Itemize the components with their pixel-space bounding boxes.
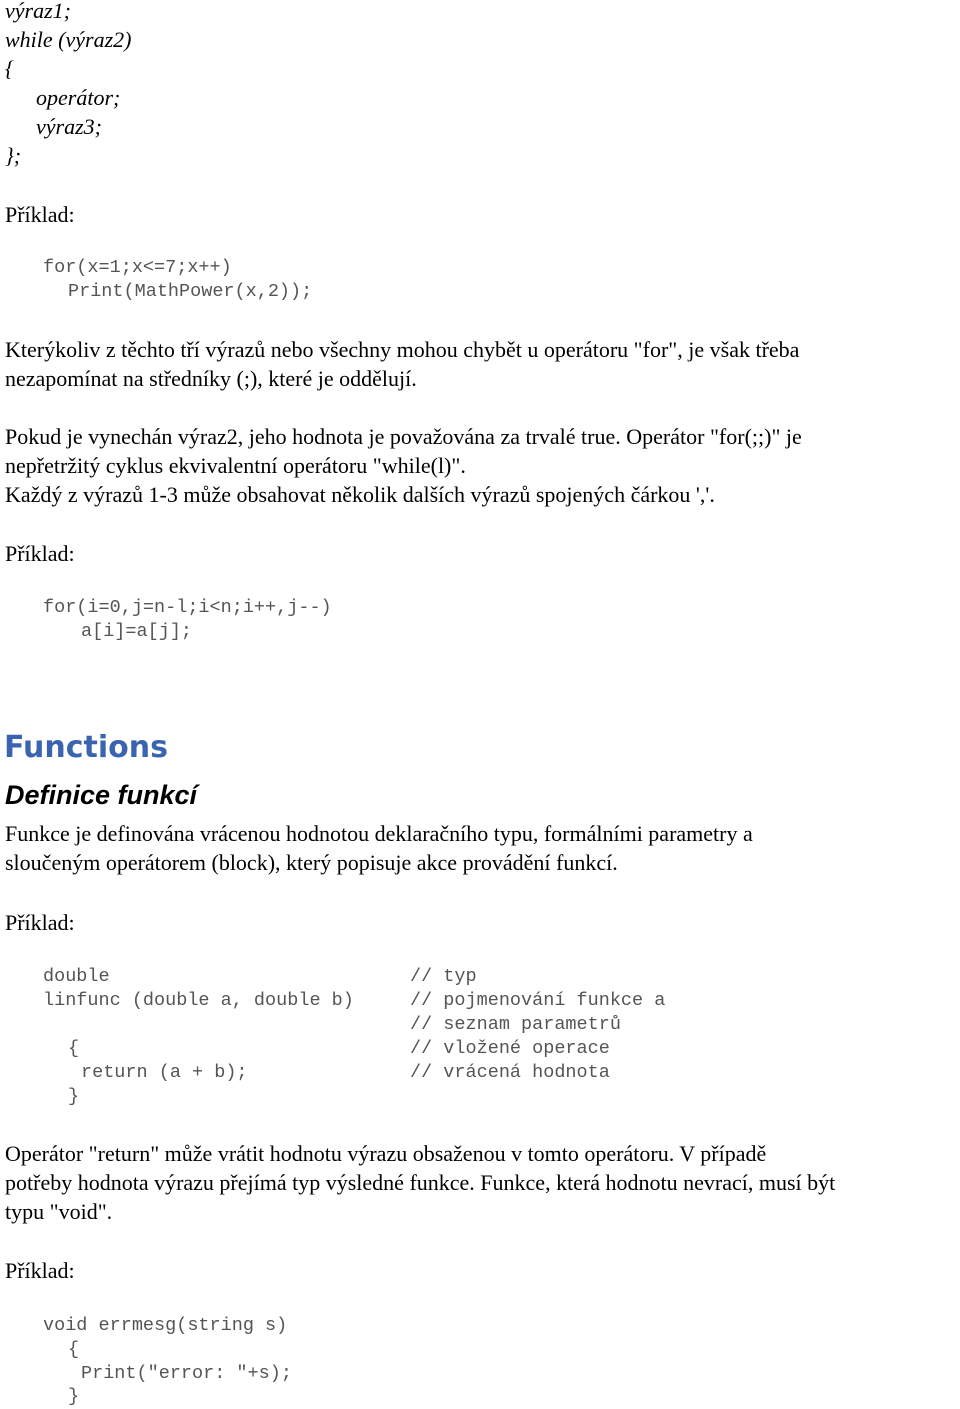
- paragraph-line: Kterýkoliv z těchto tří výrazů nebo všechny mohou chybět u operátoru "for", je však třeba: [5, 337, 800, 362]
- paragraph-line: sloučeným operátorem (block), který popisuje akce provádění funkcí.: [5, 850, 618, 875]
- example-label: Příklad:: [5, 202, 75, 227]
- code-line: for(x=1;x<=7;x++): [43, 257, 232, 278]
- code-line: Print("error: "+s);: [81, 1363, 292, 1384]
- code-comment: // seznam parametrů: [410, 1014, 621, 1035]
- paragraph-line: nezapomínat na středníky (;), které je oddělují.: [5, 366, 417, 391]
- example-label: Příklad:: [5, 910, 75, 935]
- paragraph-line: Operátor "return" může vrátit hodnotu výrazu obsaženou v tomto operátoru. V případě: [5, 1141, 767, 1166]
- code-comment: // vložené operace: [410, 1038, 610, 1059]
- code-comment: // vrácená hodnota: [410, 1062, 610, 1083]
- code-line: {: [68, 1038, 80, 1059]
- functions-heading: Functions: [4, 730, 168, 765]
- code-line: operátor;: [36, 85, 121, 110]
- code-line: };: [5, 143, 22, 168]
- code-line: void errmesg(string s): [43, 1315, 288, 1336]
- paragraph-line: nepřetržitý cyklus ekvivalentní operátoru "while(l)".: [5, 453, 466, 478]
- paragraph-line: potřeby hodnota výrazu přejímá typ výsledné funkce. Funkce, která hodnotu nevrací, musí být: [5, 1170, 836, 1195]
- code-line: for(i=0,j=n-l;i<n;i++,j--): [43, 597, 332, 618]
- paragraph-line: Každý z výrazů 1-3 může obsahovat několik dalších výrazů spojených čárkou ','.: [5, 482, 715, 507]
- code-line: a[i]=a[j];: [81, 621, 193, 642]
- code-line: výraz1;: [5, 0, 71, 23]
- code-line: {: [5, 56, 14, 81]
- code-line: Print(MathPower(x,2));: [68, 281, 313, 302]
- definice-heading: Definice funkcí: [5, 780, 198, 810]
- code-line: {: [68, 1339, 80, 1360]
- code-line: linfunc (double a, double b): [43, 990, 354, 1011]
- code-line: return (a + b);: [81, 1062, 248, 1083]
- code-line: double: [43, 966, 110, 987]
- paragraph-line: typu "void".: [5, 1199, 113, 1224]
- code-line: while (výraz2): [5, 27, 132, 52]
- code-line: }: [68, 1086, 80, 1107]
- code-comment: // typ: [410, 966, 477, 987]
- example-label: Příklad:: [5, 1258, 75, 1283]
- example-label: Příklad:: [5, 541, 75, 566]
- paragraph-line: Funkce je definována vrácenou hodnotou deklaračního typu, formálními parametry a: [5, 821, 753, 846]
- code-line: výraz3;: [36, 114, 102, 139]
- paragraph-line: Pokud je vynechán výraz2, jeho hodnota je považována za trvalé true. Operátor "for(;;)" je: [5, 424, 802, 449]
- code-comment: // pojmenování funkce a: [410, 990, 666, 1011]
- code-line: }: [68, 1386, 80, 1407]
